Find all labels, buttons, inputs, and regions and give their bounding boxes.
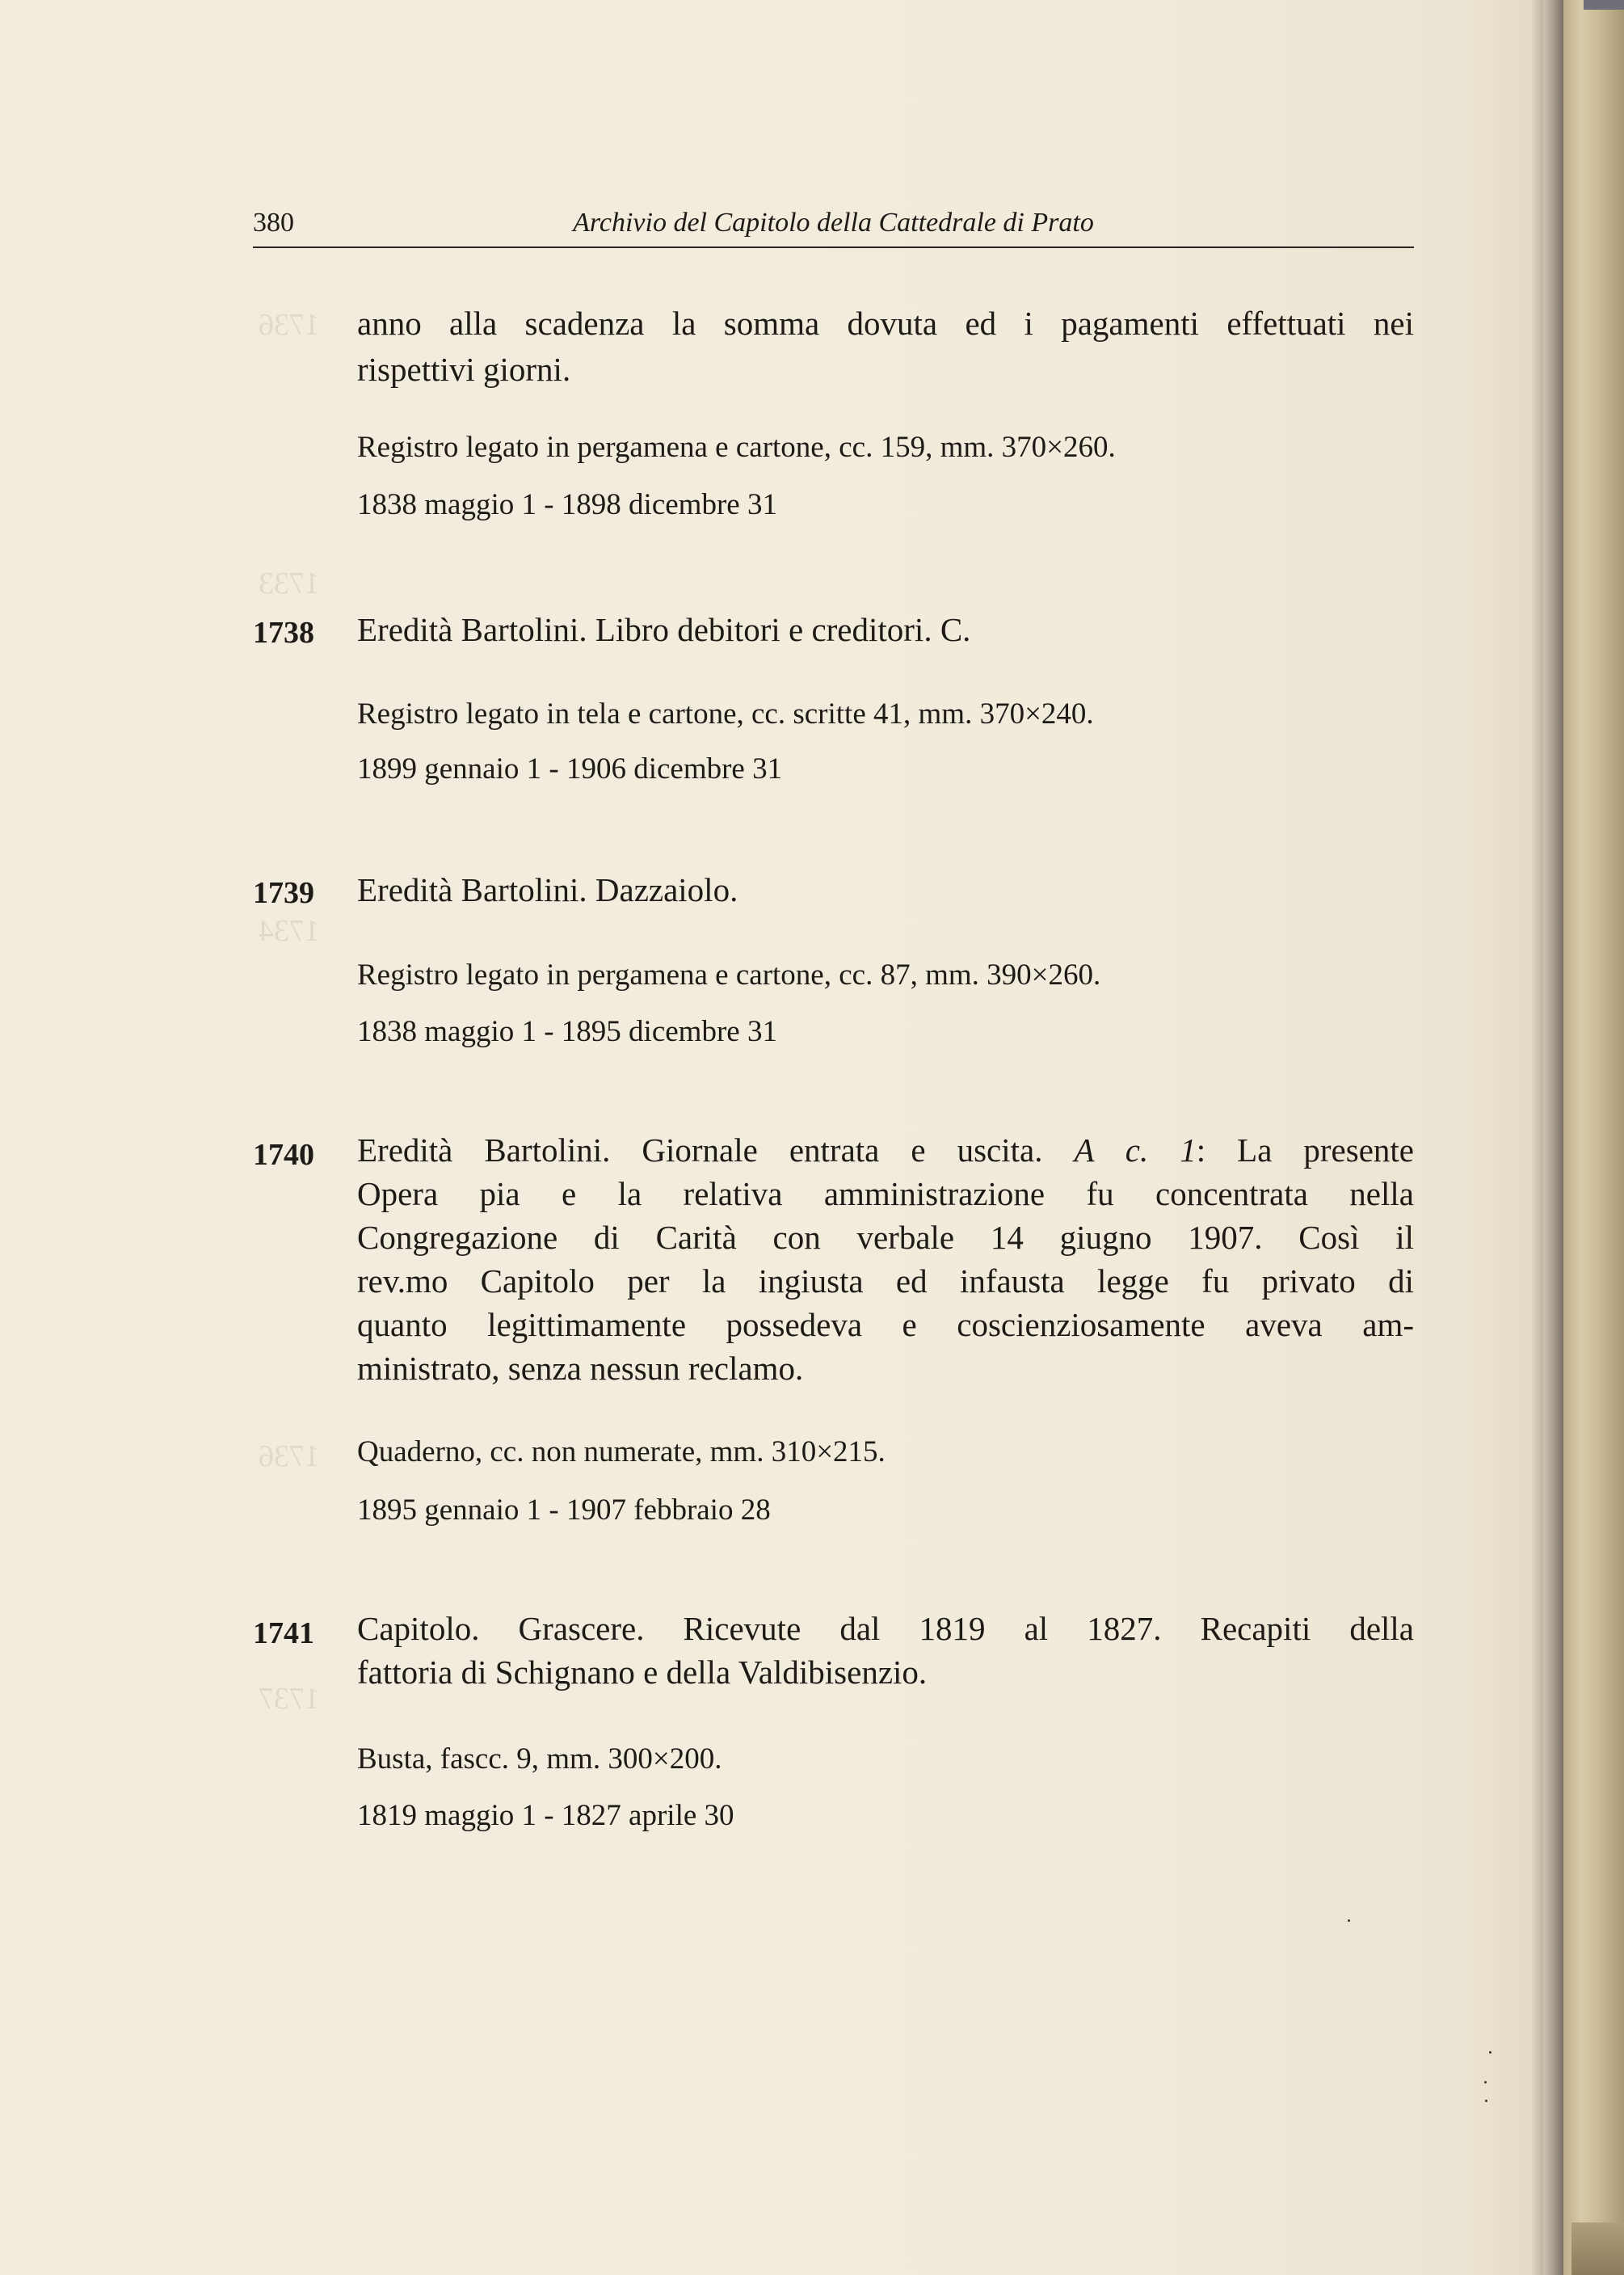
- running-title: Archivio del Capitolo della Cattedrale di Prato: [573, 208, 1094, 238]
- entry-number: 1741: [253, 1616, 314, 1650]
- entry-number: 1740: [253, 1138, 314, 1172]
- speck: [1484, 2081, 1487, 2083]
- entry-dates: 1895 gennaio 1 - 1907 febbraio 28: [357, 1493, 771, 1527]
- entry-dates: 1819 maggio 1 - 1827 aprile 30: [357, 1799, 734, 1832]
- page-number: 380: [253, 208, 294, 238]
- book-edge: [1563, 0, 1624, 2275]
- entry-dates: 1838 maggio 1 - 1898 dicembre 31: [357, 488, 777, 521]
- continuation-line: anno alla scadenza la somma dovuta ed i pagamenti effettuati nei: [357, 305, 1414, 342]
- book-edge-bottom: [1571, 2222, 1624, 2275]
- entry-dates: 1899 gennaio 1 - 1906 dicembre 31: [357, 752, 783, 786]
- entry-text-line: rev.mo Capitolo per la ingiusta ed infausta legge fu privato di: [357, 1262, 1414, 1300]
- running-header: [253, 206, 1414, 248]
- entry-text-line: Opera pia e la relativa amministrazione fu concentrata nella: [357, 1175, 1414, 1212]
- entry-description: Registro legato in tela e cartone, cc. scritte 41, mm. 370×240.: [357, 697, 1094, 731]
- bleed-through: 1736: [259, 1439, 320, 1473]
- entry-number: 1738: [253, 616, 314, 650]
- entry-description: Registro legato in pergamena e cartone, cc. 159, mm. 370×260.: [357, 431, 1116, 464]
- entry-description: Busta, fascc. 9, mm. 300×200.: [357, 1742, 722, 1776]
- entry-text-line: Congregazione di Carità con verbale 14 giugno 1907. Così il: [357, 1219, 1414, 1256]
- entry-number: 1739: [253, 876, 314, 910]
- entry-text-line: quanto legittimamente possedeva e coscienziosamente aveva am-: [357, 1306, 1414, 1343]
- continuation-line: rispettivi giorni.: [357, 351, 571, 388]
- entry-description: Registro legato in pergamena e cartone, cc. 87, mm. 390×260.: [357, 958, 1101, 992]
- entry-title-line: [357, 1128, 1414, 1172]
- entry-description: Quaderno, cc. non numerate, mm. 310×215.: [357, 1435, 886, 1468]
- entry-title: Eredità Bartolini. Dazzaiolo.: [357, 871, 738, 908]
- entry-title-italic: A c. 1: [1074, 1131, 1197, 1169]
- bleed-through: 1733: [259, 567, 320, 600]
- entry-title: Eredità Bartolini. Libro debitori e creditori. C.: [357, 611, 971, 648]
- bleed-through: 1737: [259, 1682, 320, 1716]
- entry-title-end: : La presente: [1196, 1131, 1414, 1169]
- entry-text-line: ministrato, senza nessun reclamo.: [357, 1350, 804, 1387]
- bleed-through: 1736: [259, 308, 320, 342]
- speck: [1348, 1919, 1350, 1922]
- scanner-edge-top: [1584, 0, 1624, 10]
- speck: [1485, 2100, 1487, 2102]
- speck: [1489, 2051, 1491, 2054]
- entry-text-line: Capitolo. Grascere. Ricevute dal 1819 al 1827. Recapiti della: [357, 1610, 1414, 1647]
- bleed-through: 1734: [259, 914, 320, 948]
- entry-text-line: fattoria di Schignano e della Valdibisenzio.: [357, 1654, 928, 1691]
- spine-shadow: [1531, 0, 1563, 2275]
- entry-title-start: Eredità Bartolini. Giornale entrata e uscita.: [357, 1131, 1043, 1169]
- entry-dates: 1838 maggio 1 - 1895 dicembre 31: [357, 1015, 777, 1048]
